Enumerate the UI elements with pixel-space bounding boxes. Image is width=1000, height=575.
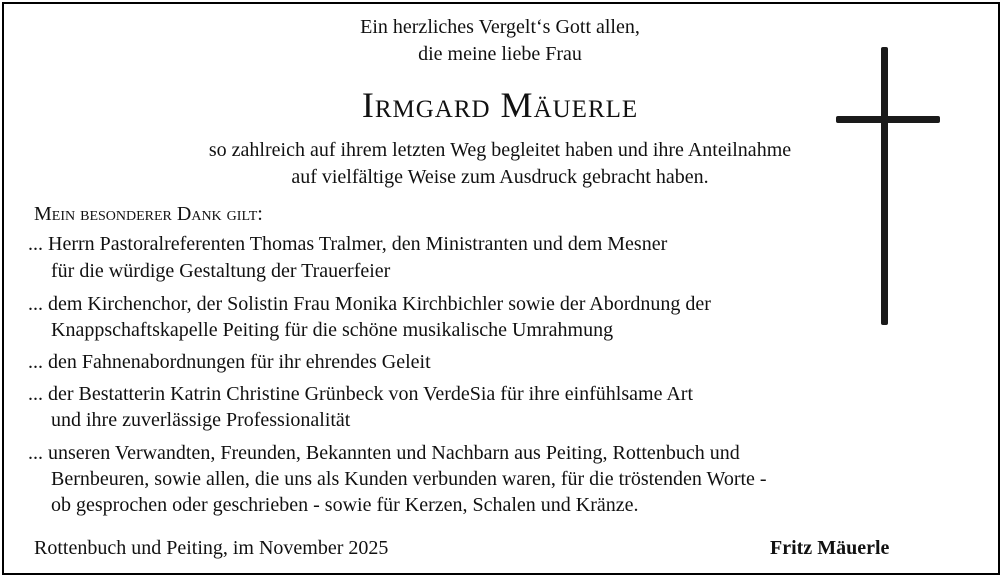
thanks-heading: Mein besonderer Dank gilt: xyxy=(34,203,263,225)
message-line-2: auf vielfältige Weise zum Ausdruck gebracht haben. xyxy=(291,166,709,188)
thanks-item-line: und ihre zuverlässige Professionalität xyxy=(51,409,351,431)
thanks-item-line: ... unseren Verwandten, Freunden, Bekannten und Nachbarn aus Peiting, Rottenbuch und xyxy=(28,442,740,464)
thanks-item-line: ob gesprochen oder geschrieben - sowie für Kerzen, Schalen und Kränze. xyxy=(51,494,639,516)
thanks-item-line: ... Herrn Pastoralreferenten Thomas Tralmer, den Ministranten und dem Mesner xyxy=(28,233,668,255)
thanks-item-line: ... dem Kirchenchor, der Solistin Frau Monika Kirchbichler sowie der Abordnung der xyxy=(28,293,711,315)
thanks-item-line: ... der Bestatterin Katrin Christine Grünbeck von VerdeSia für ihre einfühlsame Art xyxy=(28,383,694,405)
thanks-item-line: für die würdige Gestaltung der Trauerfeier xyxy=(51,260,391,282)
cross-icon-vertical-bar xyxy=(881,47,888,325)
message-line-1: so zahlreich auf ihrem letzten Weg begleitet haben und ihre Anteilnahme xyxy=(208,139,792,161)
intro-line-1: Ein herzliches Vergelt‘s Gott allen, xyxy=(360,16,640,38)
deceased-name: Irmgard Mäuerle xyxy=(361,85,639,125)
thanks-item-line: ... den Fahnenabordnungen für ihr ehrendes Geleit xyxy=(28,351,431,373)
thanks-item-line: Knappschaftskapelle Peiting für die schöne musikalische Umrahmung xyxy=(51,319,614,341)
intro-line-2: die meine liebe Frau xyxy=(418,43,582,65)
thanks-item-line: Bernbeuren, sowie allen, die uns als Kunden verbunden waren, für die tröstenden Worte - xyxy=(51,468,767,490)
footer-place-date: Rottenbuch und Peiting, im November 2025 xyxy=(34,537,389,559)
footer-signature: Fritz Mäuerle xyxy=(770,537,890,559)
cross-icon-horizontal-bar xyxy=(836,116,940,123)
